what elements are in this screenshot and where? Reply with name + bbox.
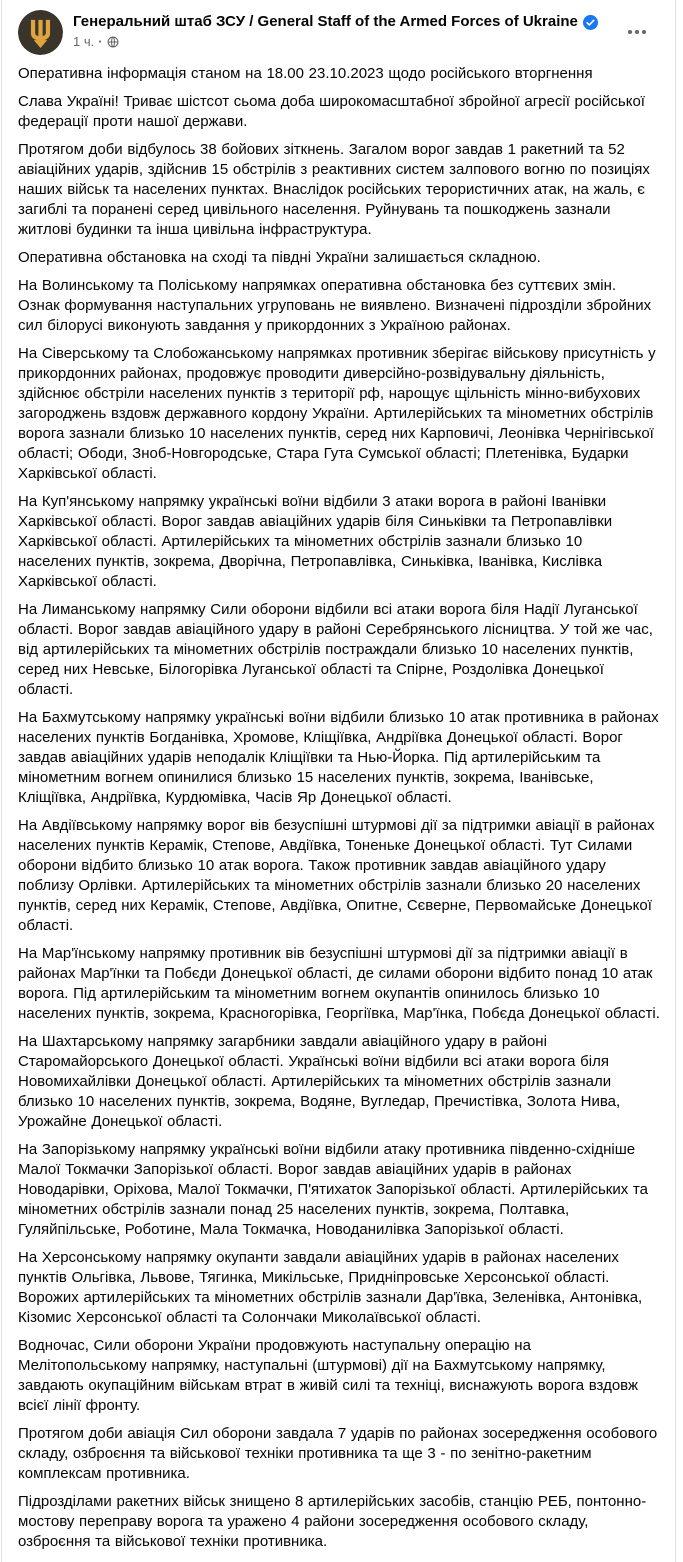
page-name-link[interactable]: Генеральний штаб ЗСУ / General Staff of the Armed Forces of Ukraine — [73, 13, 578, 30]
post-paragraph: На Шахтарському напрямку загарбники завдали авіаційного удару в районі Старомайорського Донецької області. Українські воїни відбили всі атаки ворога біля Новомихайлівки Донецької області. Артилерійських та мінометних обстрілів зазнали близько 10 населених пунктів, зокрема, Водяне, Вугледар, Пречистівка, Золота Нива, Урожайне Донецької області. — [18, 1033, 621, 1130]
post-paragraph: На Бахмутському напрямку українські воїни відбили близько 10 атак противника в районах населених пунктів Богданівка, Хромове, Кліщіївка, Андріївка Донецької області. Ворог завдав авіаційних ударів неподалік Кліщіївки та Нью-Йорка. Під артилерійським та мінометним вогнем опинилися близько 15 населених пунктів, зокрема, Іванівське, Кліщіївка, Андріївка, Курдюмівка, Часів Яр Донецької області. — [18, 709, 659, 806]
page-avatar[interactable] — [18, 10, 63, 55]
post-paragraph: Оперативна обстановка на сході та півдні України залишається складною. — [18, 249, 541, 266]
post-paragraph: На Авдіївському напрямку ворог вів безуспішні штурмові дії за підтримки авіації в районах населених пунктів Керамік, Степове, Авдіївка, Тоненьке Донецької області. Тут Силами оборони відбито близько 10 атак ворога. Також противник завдав авіаційного удару поблизу Орлівки. Артилерійських та мінометних обстрілів зазнали близько 20 населених пунктів, серед них Керамік, Степове, Авдіївка, Опитне, Сєверне, Первомайське Донецької області. — [18, 817, 655, 934]
post-paragraph: Водночас, Сили оборони України продовжують наступальну операцію на Мелітопольському напрямку, наступальні (штурмові) дії на Бахмутському напрямку, завдають окупаційним військам втрат в живій силі та техніці, виснажують ворога вздовж всієї лінії фронту. — [18, 1337, 639, 1414]
post-menu-button[interactable] — [624, 24, 650, 40]
post-paragraph: Слава Україні! Триває шістсот сьома доба широкомасштабної збройної агресії російської федерації проти нашої держави. — [18, 93, 645, 130]
post-paragraph: Оперативна інформація станом на 18.00 23.10.2023 щодо російського вторгнення — [18, 65, 593, 82]
post-paragraph: На Волинському та Поліському напрямках оперативна обстановка без суттєвих змін. Ознак формування наступальних угруповань не виявлено. Визначені підрозділи збройних сил білорусі виконують завдання у прикордонних з Україною районах. — [18, 277, 652, 334]
post-header-text — [73, 10, 598, 50]
post-timestamp[interactable]: 1 ч. — [73, 34, 95, 49]
post-paragraph: На Херсонському напрямку окупанти завдали авіаційних ударів в районах населених пунктів Ольгівка, Львове, Тягинка, Микільське, Придніпровське Херсонської області. Ворожих артилерійських та мінометних обстрілів зазнали Дар'ївка, Зеленівка, Антонівка, Кізомис Херсонської області та Солончаки Миколаївської області. — [18, 1249, 643, 1326]
post-paragraph: На Лиманському напрямку Сили оборони відбили всі атаки ворога біля Надії Луганської області. Ворог завдав авіаційного удару в районі Серебрянського лісництва. У той же час, від артилерійських та мінометних обстрілів постраждали близько 10 населених пунктів, серед них Невське, Білогорівка Луганської області та Спірне, Роздолівка Донецької області. — [18, 601, 653, 698]
post-card — [1, 0, 676, 1562]
globe-icon — [107, 36, 119, 48]
meta-separator: · — [98, 34, 103, 49]
post-header — [18, 10, 660, 55]
post-paragraph: Підрозділами ракетних військ знищено 8 артилерійських засобів, станцію РЕБ, понтонно-мостову переправу ворога та уражено 4 райони зосередження особового складу, озброєння та військової техніки противника. — [18, 1493, 647, 1550]
post-paragraph: На Сіверському та Слобожанському напрямках противник зберігає військову присутність у прикордонних районах, продовжує проводити диверсійно-розвідувальну діяльність, здійснює обстріли населених пунктів з території рф, нарощує щільність мінно-вибухових загороджень вздовж державного кордону України. Артилерійських та мінометних обстрілів ворога зазнали близько 10 населених пунктів, серед них Карповичі, Леонівка Чернігівської області; Ободи, Зноб-Новгородське, Стара Гута Сумської області; Плетенівка, Бударки Харківської області. — [18, 345, 656, 482]
ellipsis-dot — [642, 30, 646, 34]
ellipsis-dot — [628, 30, 632, 34]
post-paragraph: На Мар'їнському напрямку противник вів безуспішні штурмові дії за підтримки авіації в районах Мар'їнки та Побєди Донецької області, де силами оборони відбито понад 10 атак ворога. Під артилерійським та мінометним вогнем окупантів опинилось близько 10 населених пунктів, зокрема, Красногорівка, Георгіївка, Мар'їнка, Побєда Донецької області. — [18, 945, 660, 1022]
ellipsis-dot — [635, 30, 639, 34]
post-meta — [73, 34, 598, 50]
post-paragraph: На Запорізькому напрямку українські воїни відбили атаку противника південно-східніше Малої Токмачки Запорізької області. Ворог завдав авіаційних ударів в районах Новодарівки, Оріхова, Малої Токмачки, П'ятихаток Запорізької області. Артилерійських та мінометних обстрілів зазнали понад 25 населених пунктів, зокрема, Полтавка, Гуляйпільське, Роботине, Мала Токмачка, Новоданилівка Запорізької області. — [18, 1141, 648, 1238]
page-name-row — [73, 12, 598, 31]
verified-badge-icon — [583, 15, 598, 30]
post-paragraph: Протягом доби відбулось 38 бойових зіткнень. Загалом ворог завдав 1 ракетний та 52 авіаційних ударів, здійснив 15 обстрілів з реактивних систем залпового вогню по позиціях наших військ та населених пунктах. Внаслідок російських терористичних атак, на жаль, є загиблі та поранені серед цивільного населення. Руйнувань та пошкоджень зазнали житлові будинки та інша цивільна інфраструктура. — [18, 141, 650, 238]
post-paragraph: Протягом доби авіація Сил оборони завдала 7 ударів по районах зосередження особового складу, озброєння та військової техніки противника та ще 3 - по зенітно-ракетним комплексам противника. — [18, 1425, 658, 1482]
post-paragraph: На Куп'янському напрямку українські воїни відбили 3 атаки ворога в районі Іванівки Харківської області. Ворог завдав авіаційних ударів біля Синьківки та Петропавлівки Харківської області. Артилерійських та мінометних обстрілів зазнали близько 10 населених пунктів, зокрема, Дворічна, Петропавлівка, Синьківка, Іванівка, Кислівка Харківської області. — [18, 493, 613, 590]
ukraine-trident-icon — [18, 10, 63, 55]
post-text — [18, 64, 660, 1552]
